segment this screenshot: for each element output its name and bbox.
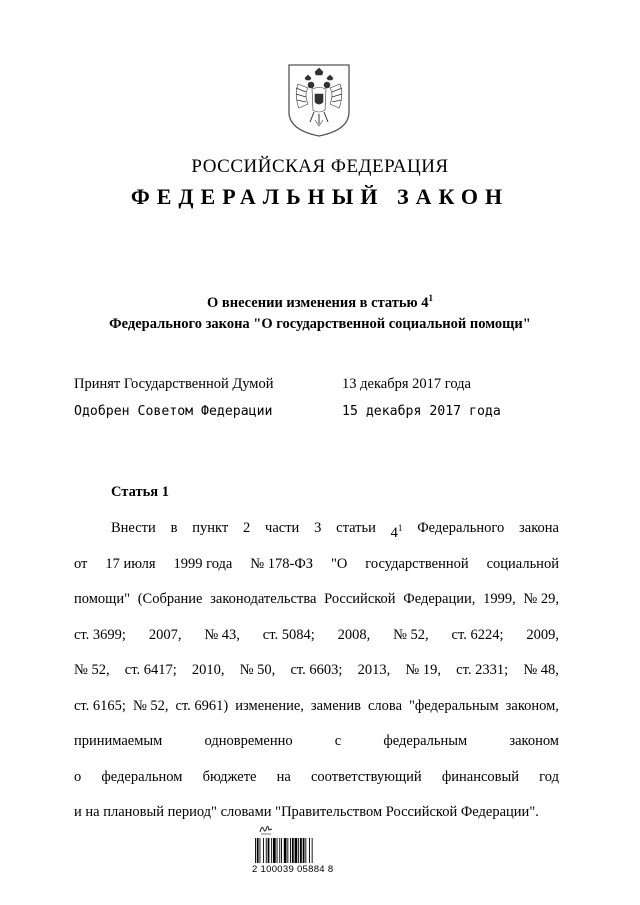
article-word: государственной (365, 555, 469, 572)
article-word: на (276, 768, 291, 785)
article-word: от (74, 555, 88, 572)
article-word: ст. 6603; (290, 662, 343, 678)
article-word: 2009, (526, 626, 559, 643)
article-word: законом, (505, 697, 559, 714)
barcode-bar (312, 838, 313, 863)
coat-of-arms-icon (286, 62, 352, 138)
article-line (74, 760, 559, 796)
article-word: № 52, (74, 662, 110, 678)
barcode-bar (303, 838, 305, 863)
article-word: федеральным (383, 733, 468, 749)
barcode-bar (298, 838, 299, 863)
article-word: пункт (192, 520, 229, 536)
barcode-bar (260, 838, 261, 863)
adoption-council-label: Одобрен Советом Федерации (74, 404, 273, 419)
document-type-heading: ФЕДЕРАЛЬНЫЙ ЗАКОН (130, 184, 510, 209)
barcode-number: 2 100039 05884 8 (252, 864, 334, 875)
barcode-bar (268, 838, 270, 863)
article-line (74, 653, 559, 689)
law-title-line-2: Федерального закона "О государственной социальной помощи" (109, 316, 531, 332)
article-word: 1999, (483, 591, 516, 607)
article-word: № 52, (393, 626, 429, 643)
article-word: помощи" (74, 591, 131, 607)
article-word: части (265, 520, 300, 536)
article-word: ст. 2331; (456, 662, 509, 678)
barcode-bar (273, 838, 276, 863)
barcode-bar (266, 838, 267, 863)
article-word: закона (519, 520, 559, 536)
article-word: ст. 5084; (262, 626, 315, 643)
article-word: 3 (314, 520, 322, 536)
article-word: соответствующий (311, 768, 422, 785)
article-word: ст. 6224; (451, 626, 504, 643)
article-word: 2008, (337, 626, 371, 643)
adoption-duma-label: Принят Государственной Думой (74, 376, 274, 392)
article-word: 2 (242, 520, 251, 536)
article-word: с (334, 733, 342, 749)
law-title-line-1: О внесении изменения в статью $4^1$ (206, 293, 433, 311)
article-word: № 48, (523, 662, 559, 678)
article-word: ст. 6165; (74, 697, 126, 714)
adoption-duma-date: 13 декабря 2017 года (342, 376, 471, 392)
article-word: № 29, (523, 591, 559, 607)
article-word: изменение, (235, 697, 304, 714)
article-line (74, 618, 559, 654)
article-word: 2013, (357, 662, 391, 678)
barcode (255, 838, 333, 863)
article-word: № 50, (239, 662, 276, 678)
article-word: в (170, 520, 178, 536)
signature-mark-icon (259, 822, 273, 836)
barcode-bar (277, 838, 278, 863)
article-word: "федеральным (408, 697, 499, 714)
article-line (74, 724, 559, 760)
article-body (74, 511, 559, 831)
article-word: федеральном (101, 768, 183, 785)
barcode-bar (271, 838, 272, 863)
article-word: законом (509, 733, 559, 749)
article-word: и на плановый период" словами "Правительством Российской Федерации". (74, 804, 539, 820)
barcode-bar (309, 838, 310, 863)
article-word: год (539, 768, 559, 785)
article-word: законодательства (210, 591, 317, 607)
article-word: Федерального (417, 520, 505, 536)
article-word: (Собрание (137, 591, 203, 607)
article-line (74, 689, 559, 725)
article-word: № 178-ФЗ (250, 555, 314, 572)
article-word: "О (330, 555, 348, 572)
article-word: 2010, (191, 662, 225, 678)
article-word: Внести (111, 520, 156, 536)
adoption-council-date: 15 декабря 2017 года (342, 404, 501, 419)
article-title: Статья 1 (111, 484, 169, 500)
barcode-bar (281, 838, 282, 863)
article-word: слова (368, 697, 403, 714)
article-word: 2007, (148, 626, 182, 643)
article-line (74, 582, 559, 618)
article-word: № 52, (132, 697, 169, 714)
barcode-bar (305, 838, 306, 863)
article-word: ст. 6961) (175, 697, 229, 714)
article-word: № 43, (204, 626, 240, 643)
article-word: ст. 3699; (74, 626, 126, 643)
barcode-bar (295, 838, 298, 863)
barcode-bar (279, 838, 280, 863)
barcode-bar (263, 838, 264, 863)
barcode-bar (287, 838, 288, 863)
article-word: социальной (486, 555, 559, 572)
article-line (74, 547, 559, 583)
article-word: статьи (336, 520, 376, 536)
article-line (74, 795, 559, 831)
article-word: одновременно (204, 733, 293, 749)
country-heading: РОССИЙСКАЯ ФЕДЕРАЦИЯ (191, 156, 449, 177)
article-word: $4^1$ (390, 523, 403, 541)
barcode-bar (284, 838, 287, 863)
barcode-bar (290, 838, 291, 863)
barcode-bar (257, 838, 259, 863)
barcode-bar (292, 838, 294, 863)
barcode-bar (300, 838, 302, 863)
article-word: 1999 года (173, 555, 233, 572)
article-word: о (74, 768, 82, 785)
article-word: № 19, (405, 662, 441, 678)
article-word: 17 июля (105, 555, 156, 572)
article-word: заменив (310, 697, 362, 714)
article-word: Российской (324, 591, 396, 607)
article-word: ст. 6417; (124, 662, 177, 678)
article-word: принимаемым (74, 733, 163, 749)
article-word: бюджете (202, 768, 257, 785)
law-title (0, 288, 640, 335)
article-line (74, 511, 559, 547)
article-word: Федерации, (403, 591, 476, 607)
barcode-bar (255, 838, 256, 863)
article-word: финансовый (441, 768, 519, 785)
